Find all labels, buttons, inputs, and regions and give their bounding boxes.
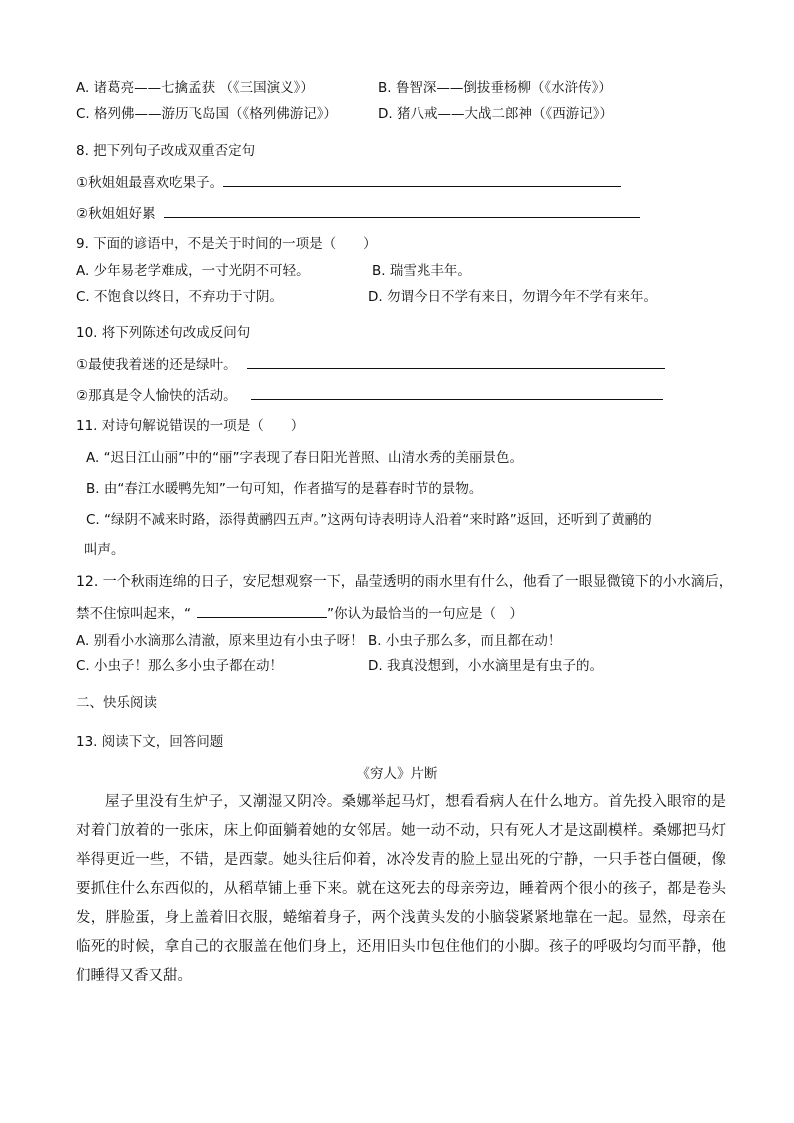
q8-item-2 (76, 203, 640, 224)
q9-stem: 9. 下面的谚语中，不是关于时间的一项是（ ） (76, 236, 377, 252)
q13-stem: 13. 阅读下文，回答问题 (76, 734, 224, 750)
q9-option-a: A. 少年易老学难成，一寸光阴不可轻。 (76, 263, 310, 279)
q12-stem-line-1: 12. 一个秋雨连绵的日子，安尼想观察一下，晶莹透明的雨水里有什么，他看了一眼显微镜下的小水滴后， (76, 574, 733, 590)
q7-option-c: C. 格列佛——游历飞岛国（《格列佛游记》） (76, 106, 338, 122)
q10-item-1 (76, 354, 665, 375)
q11-option-c-continued: 叫声。 (84, 542, 125, 558)
answer-blank[interactable] (223, 172, 621, 187)
q11-option-b: B. 由“春江水暖鸭先知”一句可知，作者描写的是暮春时节的景物。 (86, 481, 483, 497)
answer-blank[interactable] (164, 203, 640, 218)
q11-stem: 11. 对诗句解说错误的一项是（ ） (76, 418, 305, 434)
answer-blank[interactable] (197, 603, 327, 618)
q8-item-1-text: ①秋姐姐最喜欢吃果子。 (76, 175, 224, 191)
q11-option-a: A. “迟日江山丽”中的“丽”字表现了春日阳光普照、山清水秀的美丽景色。 (86, 450, 524, 466)
passage-body: 屋子里没有生炉子，又潮湿又阴冷。桑娜举起马灯，想看看病人在什么地方。首先投入眼帘的是对着门放着的一张床，床上仰面躺着她的女邻居。她一动不动，只有死人才是这副模样。桑娜把马灯举得更近一些，不错，是西蒙。她头往后仰着，冰冷发青的脸上显出死的宁静，一只手苍白僵硬，像要抓住什么东西似的，从稻草铺上垂下来。就在这死去的母亲旁边，睡着两个很小的孩子，都是卷头发，胖脸蛋，身上盖着旧衣服，蜷缩着身子，两个浅黄头发的小脑袋紧紧地靠在一起。显然，母亲在临死的时候，拿自己的衣服盖在他们身上，还用旧头巾包住他们的小脚。孩子的呼吸均匀而平静，他们睡得又香又甜。 (76, 794, 726, 984)
section-heading: 二、快乐阅读 (76, 695, 157, 711)
q7-option-d: D. 猪八戒——大战二郎神（《西游记》） (378, 106, 613, 122)
passage-title: 《穷人》片断 (356, 766, 438, 782)
q7-option-b: B. 鲁智深——倒拔垂杨柳（《水浒传》） (378, 80, 612, 96)
q12-option-b: B. 小虫子那么多，而且都在动！ (368, 633, 562, 649)
q12-stem-part-b: ”你认为最恰当的一句应是（ ） (327, 606, 523, 622)
q10-item-2 (76, 385, 663, 406)
q8-stem: 8. 把下列句子改成双重否定句 (76, 143, 256, 159)
q10-item-2-text: ②那真是令人愉快的活动。 (76, 388, 237, 404)
q12-option-d: D. 我真没想到，小水滴里是有虫子的。 (368, 658, 603, 674)
q9-option-c: C. 不饱食以终日，不弃功于寸阴。 (76, 289, 284, 305)
q12-stem-line-2 (76, 603, 523, 624)
answer-blank[interactable] (247, 354, 665, 369)
answer-blank[interactable] (251, 385, 663, 400)
q11-option-c: C. “绿阴不减来时路，添得黄鹂四五声。”这两句诗表明诗人沿着“来时路”返回，还听到了黄鹂的 (86, 512, 652, 528)
q9-option-d: D. 勿谓今日不学有来日，勿谓今年不学有来年。 (368, 289, 657, 305)
q9-option-b: B. 瑞雪兆丰年。 (372, 263, 471, 279)
q8-item-2-text: ②秋姐姐好累 (76, 206, 156, 222)
q12-option-a: A. 别看小水滴那么清澈，原来里边有小虫子呀！ (76, 633, 364, 649)
q7-option-a: A. 诸葛亮——七擒孟获 （《三国演义》） (76, 80, 314, 96)
q10-item-1-text: ①最使我着迷的还是绿叶。 (76, 357, 237, 373)
q10-stem: 10. 将下列陈述句改成反问句 (76, 325, 251, 341)
q12-stem-part-a: 禁不住惊叫起来，“ (76, 606, 191, 622)
q12-option-c: C. 小虫子！那么多小虫子都在动！ (76, 658, 284, 674)
q8-item-1 (76, 172, 621, 193)
